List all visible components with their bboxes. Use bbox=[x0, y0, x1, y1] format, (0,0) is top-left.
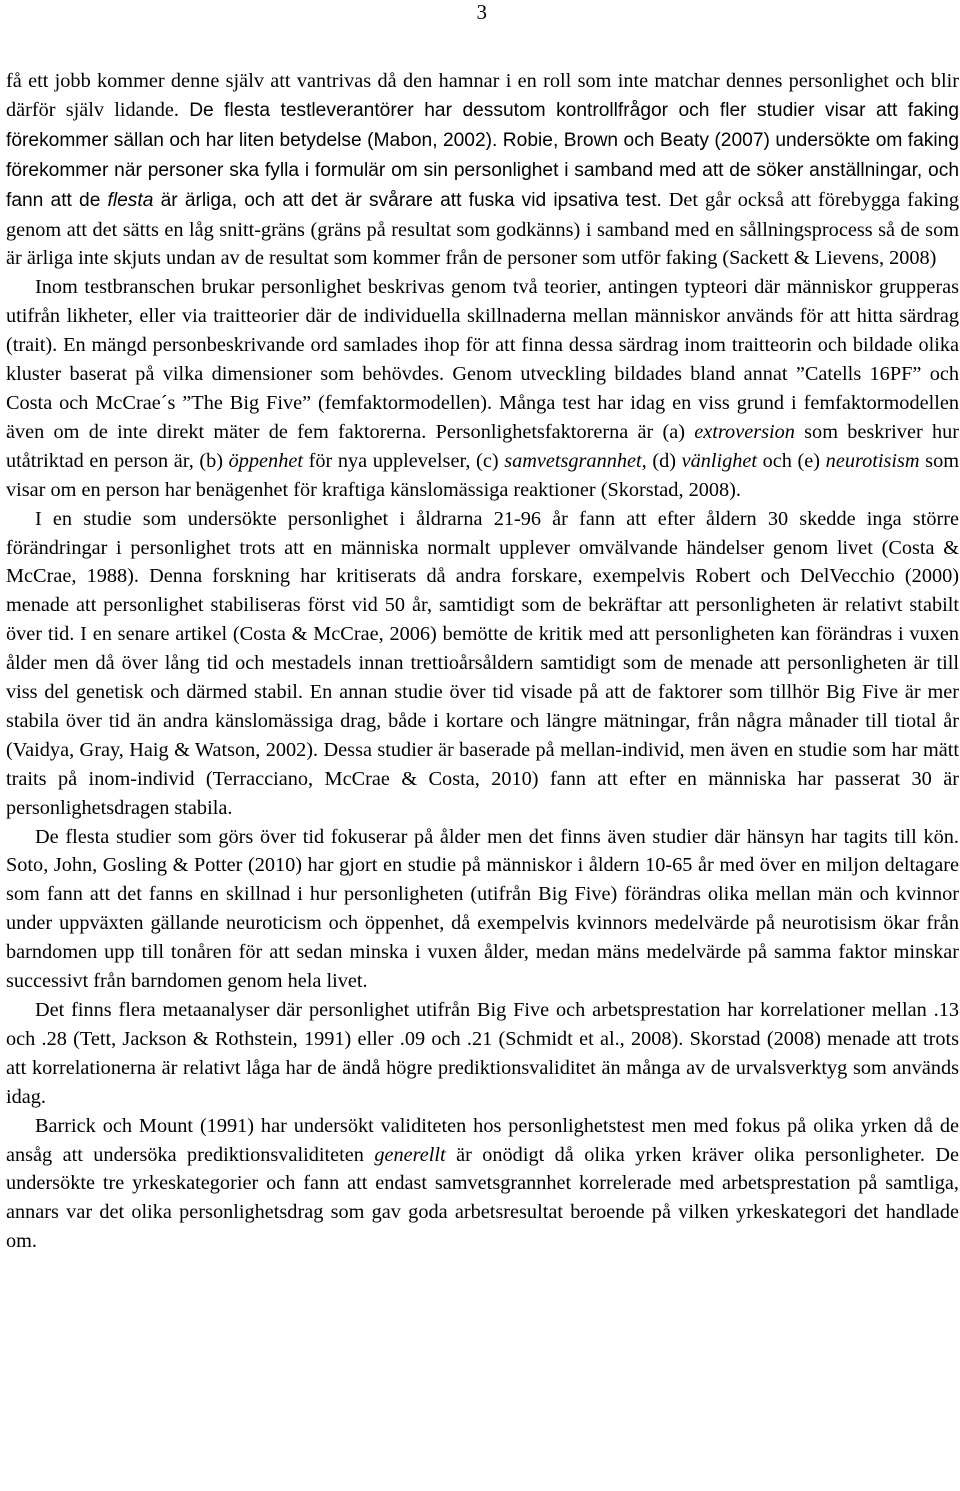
text-run: De flesta testleverantörer har dessutom kontrollfrågor och fler studier visar att faking förekommer sällan och har liten betydelse (Mabon, 2002). Robie, Brown och Beaty (2007) undersökte om faking förekommer när personer ska fylla i formulär om sin personlighet i samband med att de söker anställningar, och fann att de bbox=[6, 99, 960, 211]
page-number: 3 bbox=[476, 0, 487, 24]
italic-run: extroversion bbox=[694, 420, 795, 443]
text-run: , (d) bbox=[641, 449, 682, 472]
paragraph-4 bbox=[6, 823, 959, 996]
text-run: är ärliga, och att det är svårare att fuska vid ipsativa test. bbox=[153, 189, 662, 211]
text-run: som visar om en person har benägenhet för kraftiga känslomässiga reaktioner (Skorstad, 2008). bbox=[6, 449, 959, 501]
paragraph-2 bbox=[6, 273, 959, 504]
text-run: Inom testbranschen brukar personlighet beskrivas genom två teorier, antingen typteori där människor grupperas utifrån likheter, eller via traitteorier där de individuella skillnaderna mellan människor används för att hitta särdrag (trait). En mängd personbeskrivande ord samlades ihop för att finna dessa särdrag inom traitteorin och bildade olika kluster baserat på vilka dimensioner som behövdes. Genom utveckling bildades bland annat ”Catells 16PF” och Costa och McCrae´s ”The Big Five” (femfaktormodellen). Många test har idag en viss grund i femfaktormodellen även om de inte direkt mäter de fem faktorerna. Personlighetsfaktorerna är (a) bbox=[6, 276, 959, 443]
text-run: som beskriver hur utåtriktad en person är, (b) bbox=[6, 420, 959, 472]
text-run: få ett jobb kommer denne själv att vantrivas då den hamnar i en roll som inte matchar dennes personlighet och blir därför själv lidande. bbox=[6, 70, 959, 121]
text-run: De flesta studier som görs över tid fokuserar på ålder men det finns även studier där hänsyn har tagits till kön. Soto, John, Gosling & Potter (2010) har gjort en studie på människor i åldern 10-65 år med över en miljon deltagare som fann att det fanns en skillnad i hur personligheten (utifrån Big Five) förändras olika mellan män och kvinnor under uppväxten gällande neuroticism och öppenhet, då exempelvis kvinnors medelvärde på neurotisism ökar från barndomen upp till tonåren för att sedan minska i vuxen ålder, medan mäns medelvärde på samma faktor minskar successivt från barndomen genom hela livet. bbox=[6, 825, 959, 993]
text-run: är onödigt då olika yrken kräver olika personligheter. De undersökte tre yrkeskategorier och fann att endast samvetsgrannhet korrelerade med arbetsprestation på samtliga, annars var det olika personlighetsdrag som gav goda arbetsresultat beroende på vilken yrkeskategori det handlade om. bbox=[6, 1143, 959, 1253]
text-run: och (e) bbox=[757, 449, 826, 472]
paragraph-5 bbox=[6, 996, 959, 1112]
paragraph-3 bbox=[6, 505, 959, 823]
document-body bbox=[6, 67, 959, 1256]
text-run: Det finns flera metaanalyser där personlighet utifrån Big Five och arbetsprestation har korrelationer mellan .13 och .28 (Tett, Jackson & Rothstein, 1991) eller .09 och .21 (Schmidt et al., 2008). Skorstad (2008) menade att trots att korrelationerna är relativt låga har de ändå högre prediktionsvaliditet än många av de urvalsverktyg som används idag. bbox=[6, 999, 959, 1108]
text-run: Barrick och Mount (1991) har undersökt validiteten hos personlighetstest men med fokus på olika yrken då de ansåg att undersöka prediktionsvaliditeten bbox=[6, 1114, 959, 1166]
italic-run: generellt bbox=[374, 1143, 446, 1166]
text-run: I en studie som undersökte personlighet i åldrarna 21-96 år fann att efter åldern 30 skedde inga större förändringar i personlighet trots att en människa normalt upplever omvälvande händelser genom livet (Costa & McCrae, 1988). Denna forskning har kritiserats då andra forskare, exempelvis Robert och DelVecchio (2000) menade att personlighet stabiliseras först vid 50 år, samtidigt som de bekräftar att personligheten är relativt stabilt över tid. I en senare artikel (Costa & McCrae, 2006) bemötte de kritik med att personligheten kan förändras i vuxen ålder men då över lång tid och mestadels innan trettioårsåldern samtidigt som de menade att personligheten är till viss del genetisk och därmed stabil. En annan studie över tid visade på att de faktorer som tillhör Big Five är mer stabila över tid än andra känslomässiga drag, både i kortare och längre mätningar, från några månader till tiotal år (Vaidya, Gray, Haig & Watson, 2002). Dessa studier är baserade på mellan-individ, men även en studie som har mätt traits på inom-individ (Terracciano, McCrae & Costa, 2010) fann att efter en människa har passerat 30 är personlighetsdragen stabila. bbox=[6, 507, 959, 819]
paragraph-1 bbox=[6, 67, 959, 273]
italic-run: öppenhet bbox=[228, 449, 303, 472]
paragraph-6 bbox=[6, 1112, 959, 1257]
text-run: Det går också att förebygga faking genom att det sätts en låg snitt-gräns (gräns på resultat som godkänns) i samband med en sållningsprocess så de som är ärliga inte skjuts undan av de resultat som kommer från de personer som utför faking (Sackett & Lievens, 2008) bbox=[6, 188, 959, 270]
italic-run: neurotisism bbox=[825, 449, 920, 472]
italic-run: vänlighet bbox=[681, 449, 758, 472]
italic-run: samvetsgrannhet bbox=[504, 449, 642, 472]
italic-run: flesta bbox=[107, 189, 154, 211]
text-run: för nya upplevelser, (c) bbox=[302, 449, 505, 472]
